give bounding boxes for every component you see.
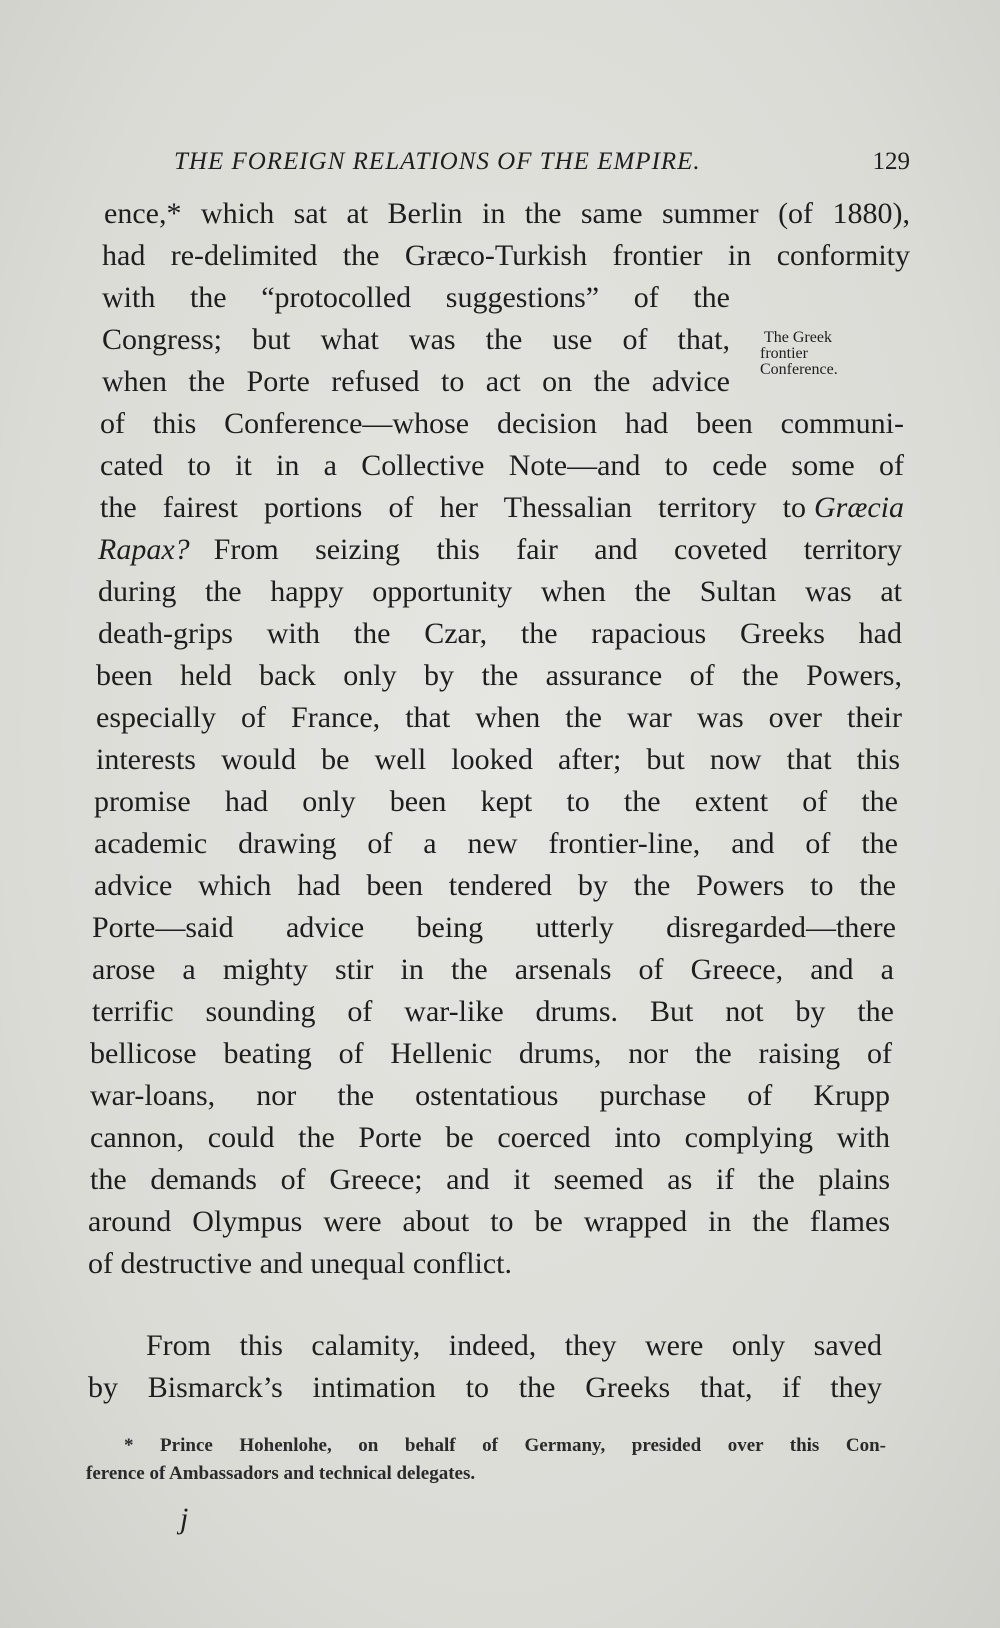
text-line: with the “protocolled suggestions” of the — [102, 281, 730, 314]
footnote-line: ference of Ambassadors and technical delegates. — [86, 1463, 476, 1484]
margin-note-line: frontier — [760, 345, 808, 362]
text-line: promise had only been kept to the extent of the — [94, 785, 898, 818]
text-line: when the Porte refused to act on the advice — [102, 365, 730, 398]
text-line: during the happy opportunity when the Sultan was at — [98, 575, 902, 608]
text-line: Congress; but what was the use of that, — [102, 323, 730, 356]
text-line: ence,* which sat at Berlin in the same summer (of 1880), — [104, 197, 910, 230]
running-title: THE FOREIGN RELATIONS OF THE EMPIRE. — [174, 148, 701, 175]
text-line: cannon, could the Porte be coerced into complying with — [90, 1121, 890, 1154]
text-line: had re-delimited the Græco-Turkish frontier in conformity — [102, 239, 910, 272]
margin-note-line: Conference. — [760, 361, 838, 378]
text-line: around Olympus were about to be wrapped in the flames — [88, 1205, 890, 1238]
text-line: of this Conference—whose decision had been communi- — [100, 407, 904, 440]
text-line: arose a mighty stir in the arsenals of Greece, and a — [92, 953, 894, 986]
running-header — [174, 148, 910, 182]
text-line: been held back only by the assurance of the Powers, — [96, 659, 902, 692]
text-line: advice which had been tendered by the Powers to the — [94, 869, 896, 902]
text-line: cated to it in a Collective Note—and to cede some of — [100, 449, 904, 482]
text-line: by Bismarck’s intimation to the Greeks that, if they — [88, 1371, 882, 1404]
italic-graecia: Græcia — [814, 491, 904, 524]
text-line: From this calamity, indeed, they were only saved — [146, 1329, 882, 1362]
margin-note-line: The Greek — [764, 329, 832, 346]
text-line: terrific sounding of war-like drums. But not by the — [92, 995, 894, 1028]
text-line: death-grips with the Czar, the rapacious Greeks had — [98, 617, 902, 650]
text-line — [98, 530, 902, 570]
text-line: interests would be well looked after; but now that this — [96, 743, 900, 776]
page-number: 129 — [872, 148, 910, 175]
text-line: bellicose beating of Hellenic drums, nor the raising of — [90, 1037, 892, 1070]
text-line: the demands of Greece; and it seemed as if the plains — [90, 1163, 890, 1196]
text-line-span: the fairest portions of her Thessalian territory to — [100, 491, 806, 524]
text-line: especially of France, that when the war was over their — [96, 701, 902, 734]
text-line: academic drawing of a new frontier-line, and of the — [94, 827, 898, 860]
footnote — [86, 1432, 886, 1488]
italic-rapax: Rapax? — [98, 533, 190, 566]
signature-mark: j — [180, 1502, 189, 1535]
footnote-line: * Prince Hohenlohe, on behalf of Germany, presided over this Con- — [124, 1435, 886, 1456]
text-line: war-loans, nor the ostentatious purchase of Krupp — [90, 1079, 890, 1112]
text-line: Porte—said advice being utterly disregarded—there — [92, 911, 896, 944]
margin-note — [760, 330, 900, 378]
text-line-span: From seizing this fair and coveted territory — [213, 533, 902, 566]
text-line — [100, 488, 904, 528]
text-line: of destructive and unequal conflict. — [88, 1247, 513, 1280]
